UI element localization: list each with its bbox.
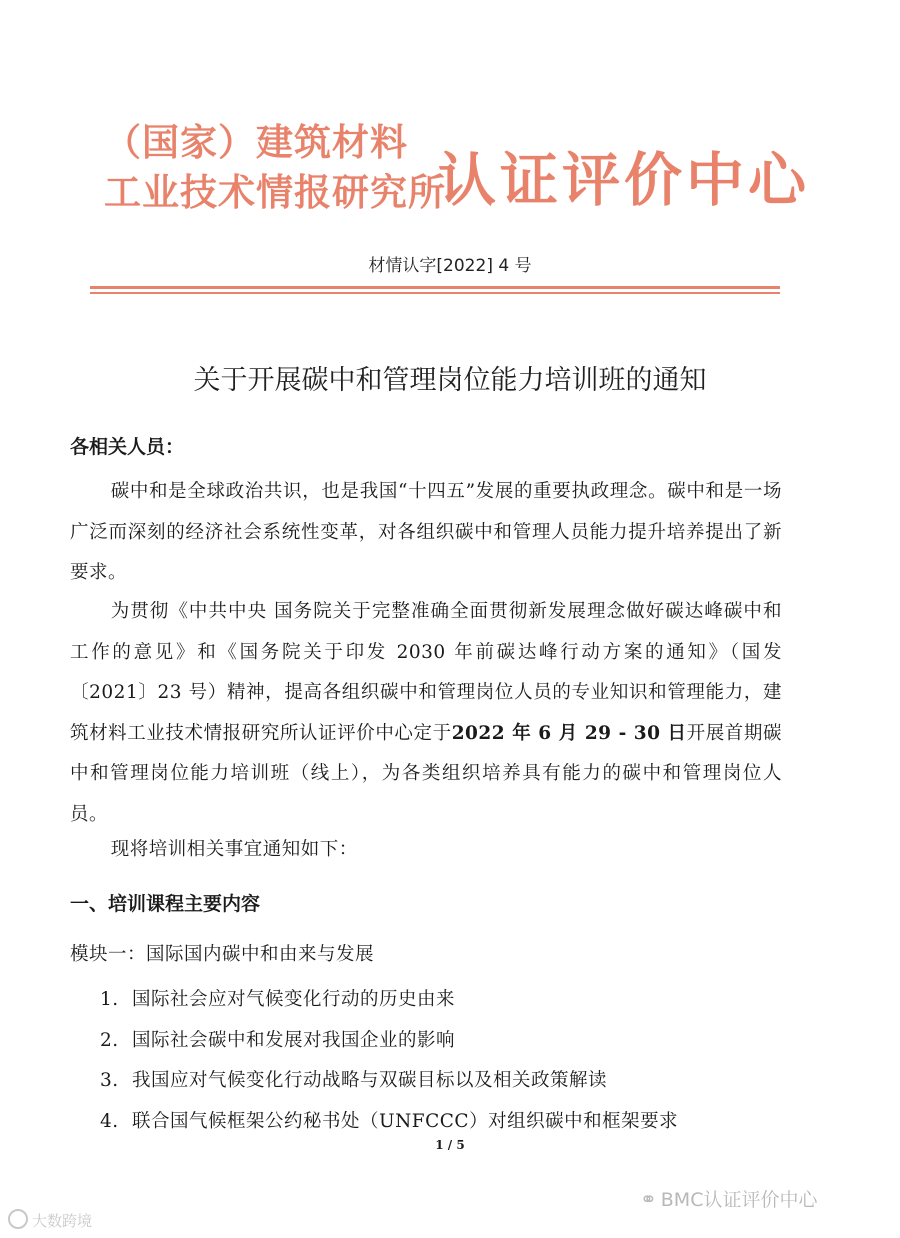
list-item <box>100 1021 780 1062</box>
list-item <box>100 1102 780 1143</box>
brand-logo-icon <box>8 1209 28 1229</box>
watermark-wechat <box>640 1185 817 1212</box>
letterhead-institute <box>104 118 446 218</box>
letterhead-center-name: 认证评价中心 <box>438 146 811 214</box>
list-item <box>100 1061 780 1102</box>
list-item-number: 1. <box>100 989 119 1010</box>
letterhead-line-1: （国家）建筑材料 <box>104 121 408 164</box>
document-number: 材情认字[2022] 4 号 <box>368 256 532 276</box>
training-date: 2022 年 6 月 29 - 30 日 <box>451 722 687 744</box>
page-number: 1 / 5 <box>435 1138 465 1152</box>
watermark-source <box>8 1209 92 1231</box>
module-1-title: 模块一：国际国内碳中和由来与发展 <box>70 944 375 965</box>
watermark-source-text: 大数跨境 <box>32 1212 93 1230</box>
letterhead-divider-thick <box>90 286 780 289</box>
paragraph-notice-lead: 现将培训相关事宜通知如下： <box>110 839 358 860</box>
list-item-text: 我国应对气候变化行动战略与双碳目标以及相关政策解读 <box>132 1070 608 1091</box>
notice-title: 关于开展碳中和管理岗位能力培训班的通知 <box>193 365 707 396</box>
paragraph-purpose-text-1: 为贯彻《中共中央 国务院关于完整准确全面贯彻新发展理念做好碳达峰碳中和工作的意见》和《国务院关于印发 2030 年前碳达峰行动方案的通知》（国发〔2021〕23 号）精神，提高各组织碳中和管理岗位人员的专业知识和管理能力，建筑材料工业技术情报研究所认证评价中心定于 <box>70 601 782 744</box>
list-item-number: 3. <box>100 1070 119 1091</box>
paragraph-purpose <box>70 592 782 835</box>
list-item-text: 联合国气候框架公约秘书处（UNFCCC）对组织碳中和框架要求 <box>132 1110 679 1132</box>
list-item-text: 国际社会应对气候变化行动的历史由来 <box>132 989 456 1010</box>
list-item-number: 2. <box>100 1029 119 1051</box>
section-heading-course-content: 一、培训课程主要内容 <box>70 893 261 915</box>
list-item-number: 4. <box>100 1110 119 1132</box>
paragraph-intro: 碳中和是全球政治共识，也是我国“十四五”发展的重要执政理念。碳中和是一场广泛而深刻的经济社会系统性变革，对各组织碳中和管理人员能力提升培养提出了新要求。 <box>70 481 782 583</box>
paragraph-purpose-text-2: 开展首期碳中和管理岗位能力培训班（线上），为各类组织培养具有能力的碳中和管理岗位人员。 <box>70 722 782 825</box>
wechat-icon: ⚭ <box>640 1187 657 1211</box>
salutation: 各相关人员： <box>70 436 185 458</box>
list-item-text: 国际社会碳中和发展对我国企业的影响 <box>132 1029 456 1051</box>
letterhead-divider-thin <box>90 292 780 294</box>
list-item <box>100 980 780 1021</box>
letterhead-line-2: 工业技术情报研究所 <box>104 171 446 214</box>
module-1-list <box>100 980 780 1142</box>
watermark-wechat-text: BMC认证评价中心 <box>660 1189 818 1211</box>
